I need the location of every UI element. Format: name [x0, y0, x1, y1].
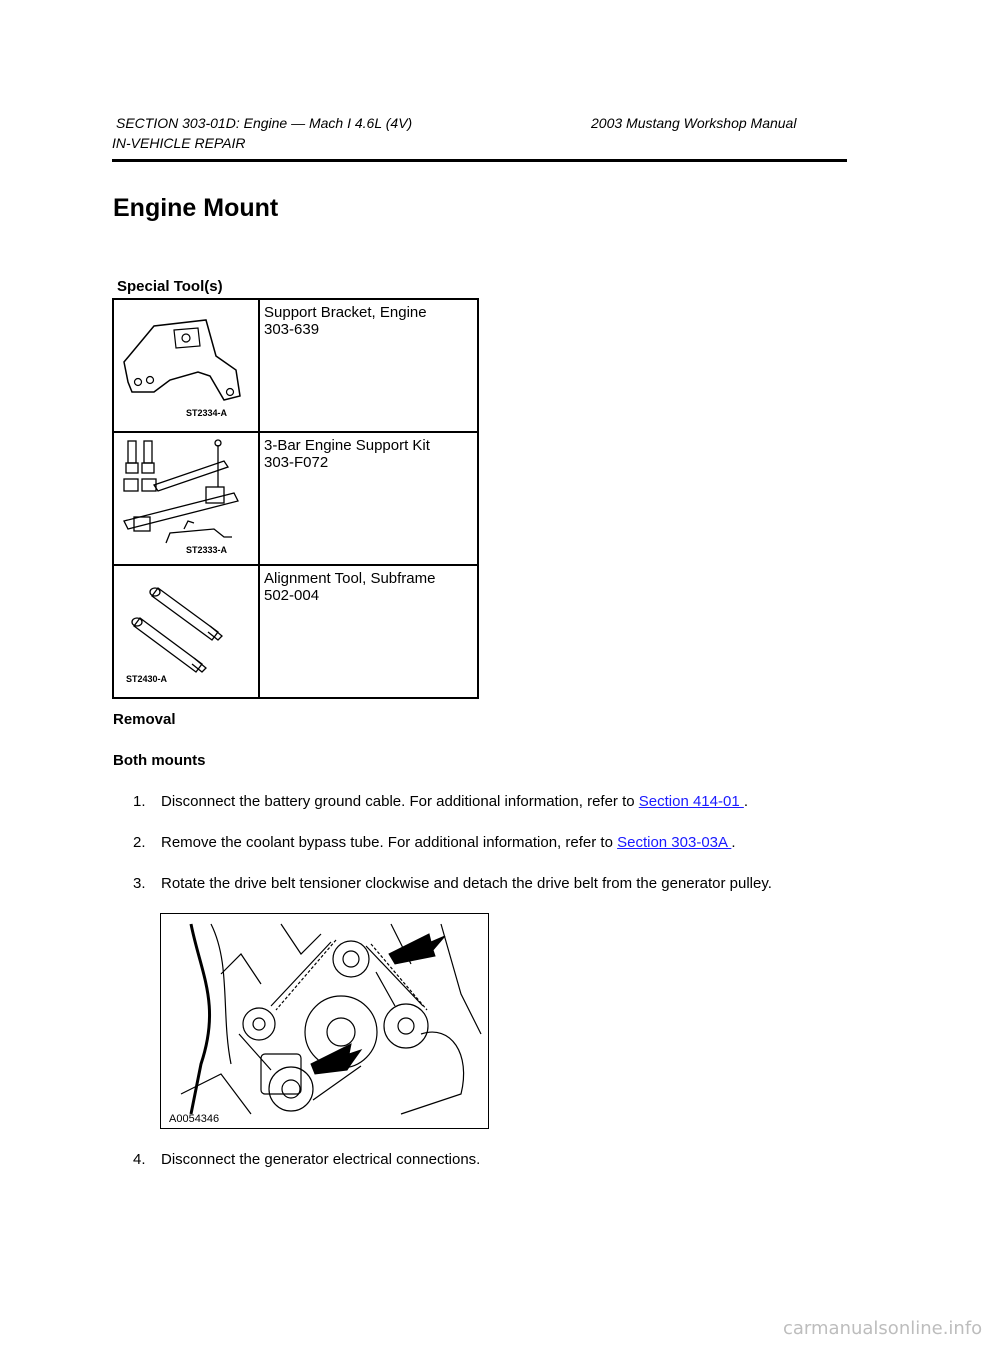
step-text: Remove the coolant bypass tube. For additional information, refer to: [161, 834, 618, 851]
both-mounts-heading: Both mounts: [113, 752, 206, 769]
header-rule: [112, 159, 847, 162]
step-text-after: .: [743, 793, 749, 810]
figure-label: A0054346: [169, 1113, 220, 1125]
header-subsection: IN-VEHICLE REPAIR: [112, 135, 246, 151]
special-tools-table: [112, 298, 479, 699]
drive-belt-figure: [160, 913, 489, 1129]
page-title: Engine Mount: [113, 194, 279, 222]
step-number: 3.: [133, 875, 146, 892]
step-2: [133, 834, 736, 851]
step-text: Rotate the drive belt tensioner clockwise and detach the drive belt from the generator pulley.: [161, 875, 772, 892]
removal-heading: Removal: [113, 711, 176, 728]
step-text: Disconnect the battery ground cable. For additional information, refer to: [161, 793, 639, 810]
tool-row: [113, 432, 478, 565]
step-1: [133, 793, 748, 810]
drive-belt-illustration: [161, 914, 488, 1128]
section-414-01-link[interactable]: Section 414-01: [638, 793, 744, 810]
tool-row: [113, 565, 478, 698]
tool-text-cell: [259, 432, 478, 565]
tool-text-cell: [259, 565, 478, 698]
step-number: 1.: [133, 793, 146, 810]
header-section: SECTION 303-01D: Engine — Mach I 4.6L (4V): [116, 115, 413, 131]
step-text: Disconnect the generator electrical connections.: [161, 1151, 481, 1168]
tool-image-cell: [113, 565, 259, 698]
tool-text-cell: [259, 299, 478, 432]
step-number: 2.: [133, 834, 146, 851]
engine-support-kit-illustration: [114, 433, 258, 560]
tool-image-label: ST2430-A: [126, 674, 168, 684]
step-text-after: .: [731, 834, 736, 851]
special-tools-caption: Special Tool(s): [117, 278, 223, 295]
header-manual: 2003 Mustang Workshop Manual: [591, 115, 797, 131]
tool-number: 303-F072: [264, 454, 329, 471]
tool-number: 303-639: [264, 321, 320, 338]
tool-image-label: ST2334-A: [186, 408, 228, 418]
tool-row: [113, 299, 478, 432]
tool-name: Support Bracket, Engine: [264, 304, 427, 321]
alignment-tool-illustration: [114, 566, 258, 693]
step-number: 4.: [133, 1151, 146, 1168]
tool-image-label: ST2333-A: [186, 545, 228, 555]
watermark: carmanualsonline.info: [783, 1318, 982, 1339]
section-303-03a-link[interactable]: Section 303-03A: [617, 834, 732, 851]
tool-number: 502-004: [264, 587, 320, 604]
tool-name: Alignment Tool, Subframe: [264, 570, 436, 587]
tool-image-cell: [113, 299, 259, 432]
tool-image-cell: [113, 432, 259, 565]
step-4: [133, 1151, 480, 1168]
support-bracket-illustration: [114, 300, 258, 427]
tool-name: 3-Bar Engine Support Kit: [264, 437, 430, 454]
step-3: [133, 875, 772, 892]
